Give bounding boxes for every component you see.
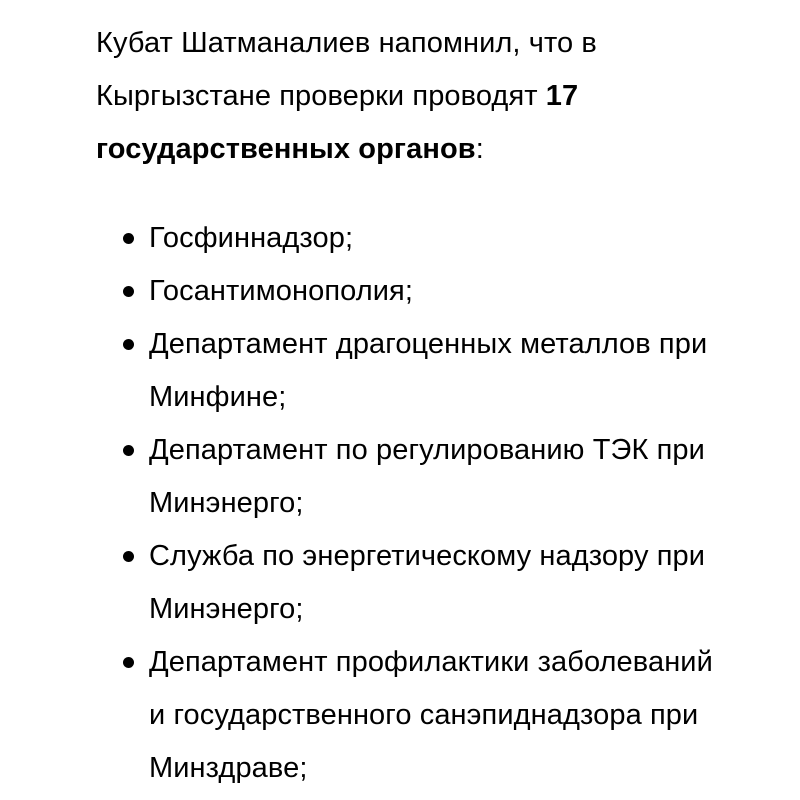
intro-bold-text: 17 государственных органов	[96, 80, 579, 165]
list-item-text: Госфиннадзор;	[149, 222, 354, 254]
bullet-icon	[123, 445, 134, 456]
bullet-icon	[123, 233, 134, 244]
intro-text: Кубат Шатманалиев напомнил, что в Кыргызстане проверки проводят	[96, 27, 597, 112]
list-item-text: Госантимонополия;	[149, 275, 414, 307]
list-item	[96, 212, 716, 265]
intro-colon: :	[475, 133, 484, 165]
list-item	[96, 530, 716, 636]
bullet-icon	[123, 657, 134, 668]
list-item	[96, 636, 716, 795]
bullet-icon	[123, 551, 134, 562]
list-item	[96, 424, 716, 530]
list-item-text: Служба по энергетическому надзору при Минэнерго;	[149, 540, 706, 625]
article-body	[96, 0, 716, 795]
bullet-icon	[123, 286, 134, 297]
agencies-list	[96, 176, 716, 795]
list-item	[96, 318, 716, 424]
list-item-text: Департамент профилактики заболеваний и государственного санэпиднадзора при Минздраве;	[149, 646, 713, 784]
list-item	[96, 265, 716, 318]
intro-paragraph	[96, 0, 716, 176]
list-item-text: Департамент по регулированию ТЭК при Минэнерго;	[149, 434, 705, 519]
bullet-icon	[123, 339, 134, 350]
list-item-text: Департамент драгоценных металлов при Минфине;	[149, 328, 708, 413]
